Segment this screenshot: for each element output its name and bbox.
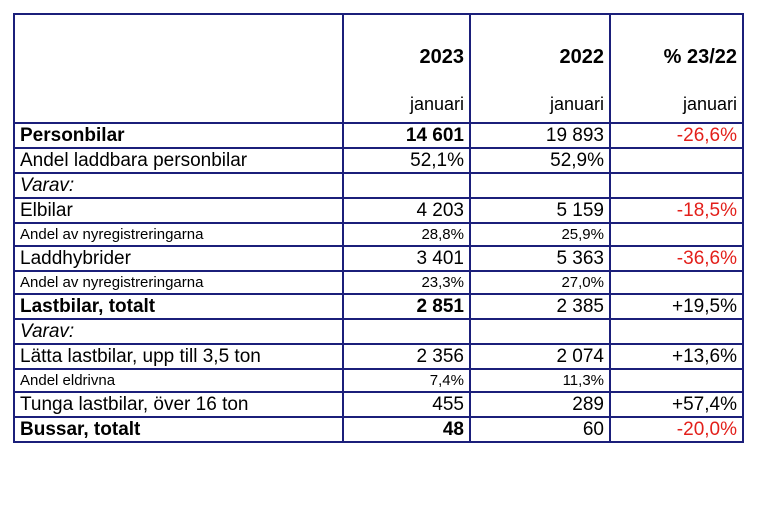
header-pct — [610, 14, 743, 123]
cell-2023: 2 851 — [343, 294, 470, 319]
table-row — [14, 271, 743, 294]
table-row — [14, 198, 743, 223]
registrations-table — [13, 13, 744, 443]
table-row — [14, 173, 743, 198]
cell-2022: 19 893 — [470, 123, 610, 148]
table-row — [14, 417, 743, 442]
cell-2022 — [470, 173, 610, 198]
cell-2023: 7,4% — [343, 369, 470, 392]
cell-2022: 25,9% — [470, 223, 610, 246]
header-month: januari — [549, 94, 604, 114]
header-year: 2023 — [419, 46, 464, 68]
table-row — [14, 369, 743, 392]
row-label: Lätta lastbilar, upp till 3,5 ton — [14, 344, 343, 369]
header-month: januari — [682, 94, 737, 114]
table-row — [14, 246, 743, 271]
row-label: Bussar, totalt — [14, 417, 343, 442]
cell-2023: 23,3% — [343, 271, 470, 294]
row-label: Varav: — [14, 173, 343, 198]
cell-pct: +19,5% — [610, 294, 743, 319]
cell-2022: 5 159 — [470, 198, 610, 223]
table-row — [14, 123, 743, 148]
cell-2023: 28,8% — [343, 223, 470, 246]
cell-2023 — [343, 173, 470, 198]
row-label: Laddhybrider — [14, 246, 343, 271]
cell-pct: +13,6% — [610, 344, 743, 369]
table-row — [14, 392, 743, 417]
cell-2023: 2 356 — [343, 344, 470, 369]
table-row — [14, 148, 743, 173]
cell-2022: 27,0% — [470, 271, 610, 294]
cell-pct — [610, 148, 743, 173]
cell-2022: 11,3% — [470, 369, 610, 392]
header-empty-cell — [14, 14, 343, 123]
cell-pct — [610, 319, 743, 344]
row-label: Tunga lastbilar, över 16 ton — [14, 392, 343, 417]
cell-pct — [610, 271, 743, 294]
cell-pct: -18,5% — [610, 198, 743, 223]
cell-2022: 2 074 — [470, 344, 610, 369]
header-month: januari — [409, 94, 464, 114]
row-label: Andel laddbara personbilar — [14, 148, 343, 173]
cell-2022 — [470, 319, 610, 344]
row-label: Personbilar — [14, 123, 343, 148]
table-row — [14, 319, 743, 344]
header-year: 2022 — [559, 46, 604, 68]
cell-2023: 4 203 — [343, 198, 470, 223]
cell-2022: 5 363 — [470, 246, 610, 271]
header-row — [14, 14, 743, 123]
row-label: Andel av nyregistreringarna — [14, 223, 343, 246]
row-label: Andel eldrivna — [14, 369, 343, 392]
cell-2022: 52,9% — [470, 148, 610, 173]
table-row — [14, 294, 743, 319]
cell-2023: 455 — [343, 392, 470, 417]
cell-2023 — [343, 319, 470, 344]
cell-2023: 52,1% — [343, 148, 470, 173]
cell-2023: 14 601 — [343, 123, 470, 148]
cell-pct: -26,6% — [610, 123, 743, 148]
cell-pct — [610, 173, 743, 198]
row-label: Elbilar — [14, 198, 343, 223]
cell-2023: 48 — [343, 417, 470, 442]
cell-2023: 3 401 — [343, 246, 470, 271]
header-2023 — [343, 14, 470, 123]
table-row — [14, 223, 743, 246]
header-year: % 23/22 — [663, 46, 737, 68]
row-label: Lastbilar, totalt — [14, 294, 343, 319]
table-row — [14, 344, 743, 369]
row-label: Andel av nyregistreringarna — [14, 271, 343, 294]
header-2022 — [470, 14, 610, 123]
row-label: Varav: — [14, 319, 343, 344]
cell-pct — [610, 369, 743, 392]
cell-2022: 2 385 — [470, 294, 610, 319]
cell-pct: -20,0% — [610, 417, 743, 442]
cell-2022: 289 — [470, 392, 610, 417]
cell-pct: +57,4% — [610, 392, 743, 417]
cell-pct — [610, 223, 743, 246]
cell-2022: 60 — [470, 417, 610, 442]
cell-pct: -36,6% — [610, 246, 743, 271]
